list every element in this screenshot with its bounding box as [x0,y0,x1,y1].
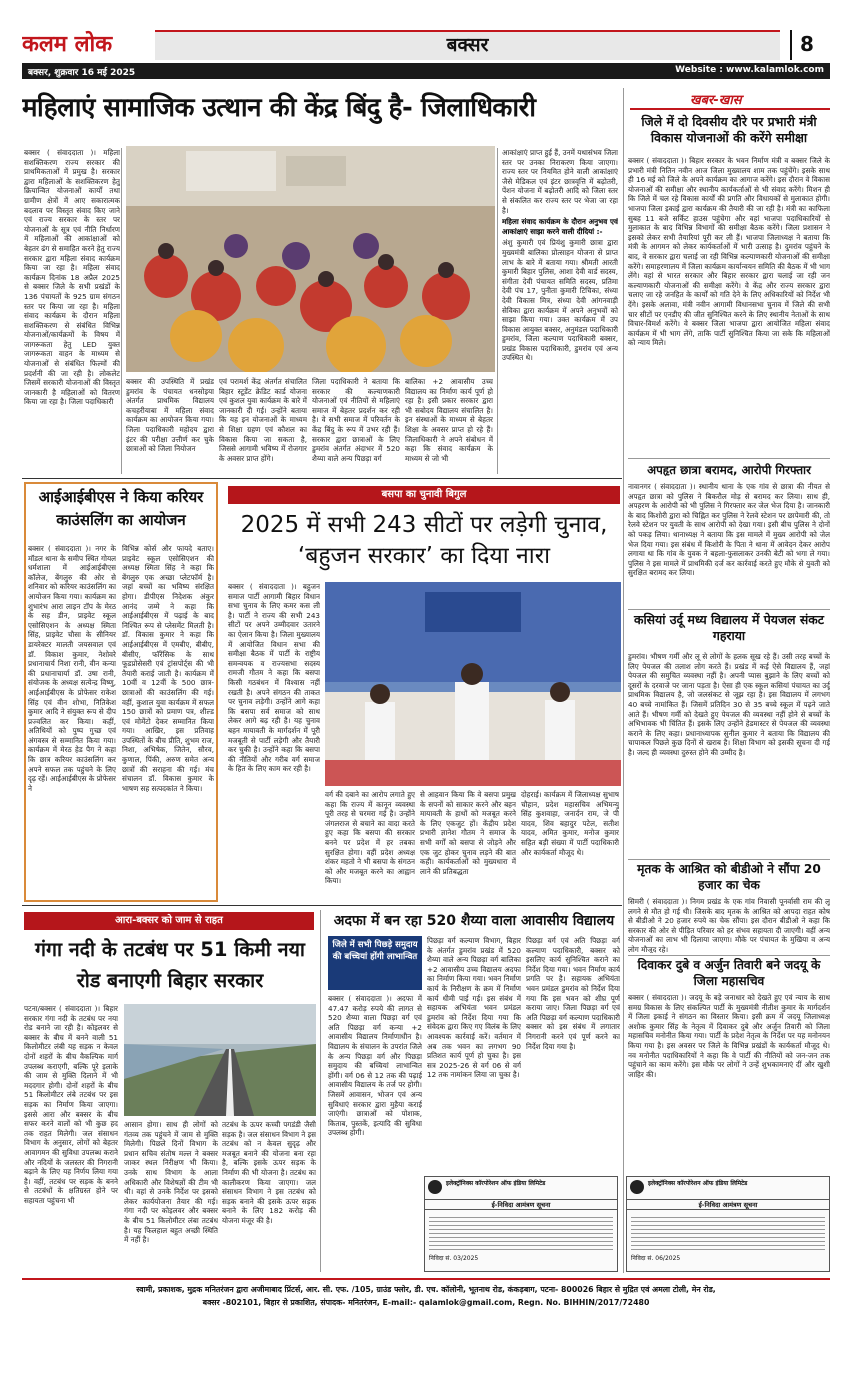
vidyalaya-col2 [427,936,521,1174]
urdu-headline-box [628,612,830,648]
ganga-headline-box [24,934,316,1000]
vidyalaya-highlight-box [328,936,422,990]
masthead-logo [22,30,152,60]
khabar-khas-tag [630,88,830,110]
vidyalaya-highlight-text: जिले में सभी पिछड़े समुदाय की बच्चियां होंगी लाभान्वित [332,940,418,962]
iibs-col2-text: विभिन्न कोर्स और फायदे बताए। प्राइवेट स्कूल एसोसिएशन की अध्यक्ष स्मिता सिंह ने कहा कि बेंगलुरु एक अच्छा प्लेटफॉर्म है। जहां बच्चों का भविष्य संरक्षित होगा। डीपीएस निदेशक अंकुर आनंद जम्मे ने कहा कि आईआईबीएस में पढ़ाई के बाद निश्चित रूप से प्लेसमेंट मिलती है। डॉ. विकास कुमार ने कहा कि आईआईबीएस में एमबीए, बीबीए, बीसीए, फॉरेंसिक के साथ फूडप्रोसेसरी एवं ट्रांसपोर्ट्स की भी तैयारी कराई जाती है। कार्यक्रम में 10वीं व 12वीं के 500 छात्र-छात्राओं की काउंसलिंग की गई। वहीं, कुशाल युवा कार्यक्रम में सफल 150 छात्रों को प्रमाण पत्र, शील्ड एवं मोमेंटो देकर सम्मानित किया गया। आखिर, इस प्रतिवाह उपस्थितों के बीच प्रीति, शुभम राज, निशा, अभिषेक, जितेन, सौरव, कुणाल, पिंकी, अरुण समेत अन्य छात्रों की सराहना की गई। मंच संचालन डॉ. विकास कुमार के भाषण सह सत्पदकांत ने किया। [122,544,214,793]
mritak-body-text: सिमरी ( संवाददाता )। निगम प्रखंड के एक गांव निवासी पूनर्वासी राम की लू लगने से मौत हो गई थी। जिसके बाद मृतक के आश्रित को आपदा राहत कोष से बीडीओ ने 20 हजार रुपये का चेक सौंपा। इस दौरान बीडीओ ने कहा कि सरकार की ओर से पीड़ित परिवार को हर संभव सहायता दी जाएगी। वहीं अन्य योजनाओं का लाभ भी दिलाया जाएगा। मौके पर पंचायत के मुखिया व अन्य लोग मौजूद रहे। [628,897,830,953]
mritak-headline-box [628,862,830,896]
dubey-headline-box [628,958,830,992]
lead-col4-text: जिला पदाधिकारी ने बताया कि सरकार की कल्याणकारी योजनाओं एवं नीतियों से महिलाएं समाज में बेहतर प्रदर्शन कर रही है। वे सभी समाज में परिवर्तन के केंद्र बिंदु के रूप में उभर रही हैं। सरकार द्वारा छात्राओं के लिए डुमरांव अंतर्गत अंदाभर में 520 शैय्या वाले अन्य पिछड़ा वर्ग [312,377,400,463]
iibs-headline-box [28,486,214,538]
vidyalaya-headline: अदफा में बन रहा 520 शैय्या वाला आवासीय विद्यालय [333,913,615,929]
basapa-col1-text: बक्सर ( संवाददाता )। बहुजन समाज पार्टी आगामी बिहार विधान सभा चुनाव के लिए कमर कस ली है। पार्टी ने राज्य की सभी 243 सीटों पर अपने उम्मीदवार उतारने का ऐलान किया है। जिला मुख्यालय में आयोजित विधान सभा की समीक्षा बैठक में पार्टी के राष्ट्रीय समन्वयक व राज्यसभा सदस्य रामजी गौतम ने कहा कि बसपा किसी गठबंधन में विश्वास नहीं रखती है। अपने संगठन की ताकत पर चुनाव लड़ेगी। उन्होंने आगे कहा कि बसपा सर्व समाज को साथ लेकर आगे बढ़ रही है। यह चुनाव बहन मायावती के मार्गदर्शन में पूरी मजबूती से पार्टी लड़ेगी और तैयारी कर चुकी है। उन्होंने कहा कि बसपा की नीतियों और गरीब वर्ग समाज के हित के लिए काम कर रही है। [228,582,320,774]
basapa-col3 [420,790,516,900]
lead-col2 [126,377,214,475]
lead-col6-text: आकांक्षाएं प्राप्त हुई हैं, उनमें यथासंभव जिला स्तर पर उनका निराकरण किया जाएगा। राज्य स्तर पर नियमित होने वाली आकांक्षाएं जैसे मेडिकल एवं इंटर छात्रवृत्ति में बढ़ोतरी, पेंशन योजना में बढ़ोतरी आदि को जिला स्तर से संकलित कर राज्य स्तर पर भेजा जा रहा है। [502,148,618,215]
dateline: बक्सर, शुक्रवार 16 मई 2025 [28,68,136,78]
tender-logo-icon [428,1180,442,1194]
basapa-col4-text: दोहराई। कार्यक्रम में जिलाध्यक्ष सुभाष चौहान, प्रदेश महासचिव अभिमन्यु सिंह कुशवाहा, जनार्दन राम, जे पी यादव, शिव बहादुर पटेल, सतीश यादव, अमित कुमार, मनोज कुमार सहित बड़ी संख्या में पार्टी पदाधिकारी और कार्यकर्ता मौजूद थे। [521,790,619,857]
vidyalaya-col3-text: पिछड़ा वर्ग एवं अति पिछड़ा वर्ग कल्याण पदाधिकारी, बक्सर को इसलिए कार्य सुनिश्चित कराने का निर्देश दिया गया। भवन निर्माण कार्य प्रगति पर है। सहायक अभियंता भवन प्रमंडल डुमरांव को निर्देश दिया गया कि इस भवन को शीघ्र पूर्ण कराया जाए। जिला पिछड़ा वर्ग एवं अति पिछड़ा वर्ग कल्याण पदाधिकारी बक्सर को इस संबंध में लगातार निगरानी करने एवं पूर्ण करने का निर्देश दिया गया है। [526,936,620,1051]
basapa-col1 [228,582,320,900]
masthead-bar [155,30,780,60]
section-title: बक्सर [446,34,489,56]
basapa-photo [325,582,621,786]
page-number: 8 [800,32,814,56]
ganga-headline: गंगा नदी के तटबंध पर 51 किमी नया रोड बनाएगी बिहार सरकार [35,938,305,992]
basapa-col2-text: वर्ग की दबाने का आरोप लगाते हुए कहा कि राज्य में कानून व्यवस्था पूरी तरह से चरमरा गई है। उन्होंने जंगलराज से बचाने का वादा करते हुए कहा कि बसपा की सरकार बनने पर प्रदेश में हर तबका सुरक्षित होगा। वहीं प्रदेश अध्यक्ष शंकर महतो ने भी बसपा के संगठन को और मजबूत करने का आह्वान किया। [325,790,415,886]
tender-number: निविदा सं. 06/2025 [631,1255,681,1262]
lead-headline-box [22,88,622,130]
urdu-body-text: डुमरांव। भीषण गर्मी और लू से लोगों के हलक सूख रहे हैं। उसी तरह बच्चों के लिए पेयजल की तलाश लोग करते हैं। प्रखंड में कई ऐसे विद्यालय हैं, जहां पेयजल की समुचित व्यवस्था नहीं है। अपनी प्यास बुझाने के लिए बच्चों को दूसरों के दरवाजे पर जाना पड़ता है। ऐसा ही एक स्कूल कसियां पंचायत का उर्दू प्राथमिक विद्यालय है, जो जलसंकट से जूझ रहा है। इस विद्यालय में लगभग 40 बच्चे नामांकित हैं। जिसमें प्रतिदिन 30 से 35 बच्चे स्कूल में पढ़ने जाते आते हैं। भीषण गर्मी को देखते हुए पेयजल की व्यवस्था नहीं होने से बच्चों के अभिभावक भी चिंतित हैं। इसके लिए उन्होंने हेडमास्टर से पेयजल की व्यवस्था कराने के लिए कहा। प्रधानाध्यापक सुनील कुमार ने बताया कि विद्यालय की चापाकल पिछले कुछ दिनों से खराब है। शिक्षा विभाग को इसकी सूचना दी गई है। जल्द ही व्यवस्था दुरुस्त होने की उम्मीद है। [628,652,830,757]
lead-photo [126,146,495,372]
basapa-headline-box [228,510,620,576]
footer-line2: बक्सर -802101, बिहार से प्रकाशित, संपादक- मनितरंजन, E-mail:- qalamlok@gmail.com, Regn. No. BIHHIN/2017/72480 [202,1298,650,1307]
tender-notice-2 [626,1176,830,1272]
vidyalaya-col3 [526,936,620,1096]
basapa-col2 [325,790,415,900]
crowd-photo-illustration [126,146,495,372]
lead-col3 [219,377,307,475]
logo-text: कलम लोक [22,31,113,57]
basapa-col3-text: से आहवान किया कि वे बसपा प्रमुख के सपनों को साकार करने और बहन मायावती के हाथों को मजबूत करने के लिए एकजुट हों। केंद्रीय प्रदेश प्रभारी ज्ञानेश गौतम ने समाज के सभी वर्गों को बसपा से जोड़ने और एक जुट होकर चुनाव लड़ने की बात कही। कार्यकर्ताओं को मुख्यधारा में लाने की प्रतिबद्धता [420,790,516,876]
dateline-bar [22,63,830,79]
footer-line1: स्वामी, प्रकाशक, मुद्रक मनितरंजन द्वारा अजीमाबाद प्रिंटर्स, आर. सी. एफ. /105, ग्राउंड फ्लोर, डी. एच. कॉलोनी, भूतनाथ रोड, कंकड़बाग, पटना- 800026 बिहार से मुद्रित एवं अमला टोली, मेन रोड, [136,1285,716,1294]
apahrit-headline: अपहृत छात्रा बरामद, आरोपी गिरफ्तार [647,463,811,477]
footer [22,1283,830,1313]
urdu-headline: कसियां उर्दू मध्य विद्यालय में पेयजल संकट गहराया [633,612,825,643]
khabar-khas-label: खबर-खास [690,93,742,108]
basapa-headline: 2025 में सभी 243 सीटों पर लड़ेगी चुनाव, ‘बहुजन सरकार’ का दिया नारा [240,512,608,569]
river-road-photo-illustration [124,1004,316,1116]
lead-col4 [312,377,400,475]
ganga-col2-text: आसान होगा। साथ ही लोगों को गंतव्य तक पहुंचने में जाम से मुक्ति मिलेगी। पिछले दिनों विभाग के प्रधान सचिव संतोष मल्ल ने बक्सर जाकर स्थल निरीक्षण भी किया। उनके साथ विभाग के आला अधिकारी और विशेषज्ञों की टीम भी थी। वहां से उनके निर्देश पर इसको लेकर कार्ययोजना तैयार की गई। गंगा नदी पर कोइलवर और बक्सर के बीच 51 किलोमीटर लंबा तटबंध है। यह फिलहाल बहुत अच्छी स्थिति में नहीं है। [124,1120,218,1245]
tender-org: इलेक्ट्रॉनिक्स कॉरपोरेशन ऑफ इंडिया लिमिटेड [446,1180,546,1187]
lead-col5-text: बालिका +2 आवासीय उच्च विद्यालय का निर्माण कार्य पूर्ण हो रहा है। इसी प्रकार सरकार द्वारा भी सबोदय विद्यालय संचालित है। इन संस्थाओं के माध्यम से बेहतर शिक्षा के अवसर प्राप्त हो रहे हैं। जिलाधिकारी ने अपने संबोधन में कहा कि संवाद कार्यक्रम के माध्यम से जो भी [405,377,493,463]
tender-org: इलेक्ट्रॉनिक्स कॉरपोरेशन ऑफ इंडिया लिमिटेड [648,1180,748,1187]
lead-col6 [502,148,618,474]
lead-col6b-text: अंशु कुमारी एवं प्रियंशु कुमारी छात्रा द्वारा मुख्यमंत्री बालिका प्रोत्साहन योजना से प्राप्त लाभ के बारे में बताया गया। श्रीमती आरती कुमारी बिहार पुलिस, आशा देवी वार्ड सदस्य, संगीता देवी पंचायत समिति सदस्य, प्रतिमा देवी पंच 17, पुनीता कुमारी टिचिका, संध्या देवी विकास मित्र, संध्या देवी आंगनवाड़ी सेविका द्वारा कार्यक्रम में अपने अनुभवों को साझा किया गया। उक्त कार्यक्रम में उप विकास आयुक्त बक्सर, अनुमंडल पदाधिकारी डुमरांव, जिला कल्याण पदाधिकारी बक्सर, प्रखंड विकास पदाधिकारी, डुमरांव एवं अन्य उपस्थित थे। [502,238,618,363]
lead-col1-text: बक्सर ( संवाददाता )। महिला सशक्तिकरण राज्य सरकार की प्राथमिकताओं में प्रमुख है। सरकार द्वारा महिलाओं के सशक्तिकरण हेतु क्रियान्वित योजनाओं कार्यों तथा ग्रामीण क्षेत्रों में आए सकारात्मक बदलाव पर विस्तृत संवाद किए जाने एवं राज्य सरकार के स्तर पर योजनाओं के सूत्र एवं नीति निर्धारण में महिलाओं की आकांक्षाओं को बेहतर ढंग से समाहित करने हेतु राज्य सरकार द्वारा महिला संवाद कार्यक्रम किया जा रहा है। महिला संवाद कार्यक्रम दिनांक 18 अप्रैल 2025 से बक्सर जिले के सभी प्रखंडों के 136 पंचायतों के 925 ग्राम संगठन स्तर पर किया जा रहा है। महिला संवाद कार्यक्रम के दौरान महिला सशक्तिकरण से संबंधित विभिन्न योजनाओं/कार्यक्रमों के विषय में जागरूकता हेतु LED युक्त जागरूकता वाहन के माध्यम से योजनाओं से संबंधित फिल्मों की प्रदर्शनी की जा रही है। लोकलेट जिसमें सरकारी योजनाओं की विस्तृत जानकारी है महिलाओं को वितरण किया जा रहा है। जिला पदाधिकारी [24,148,120,407]
rally-photo-illustration [325,582,621,786]
lead-col3-text: एवं परामर्श केंद्र अंतर्गत संचालित बिहार स्टूडेंट क्रेडिट कार्ड योजना एवं कुशल युवा कार्यक्रम के बारे में जानकारी दी गई। उन्होंने बताया कि यह इन योजनाओं के माध्यम से शिक्षा ग्रहण एवं कौशल का विकास किया जा सकता है, जिससे आगामी भविष्य में रोजगार के अवसर प्राप्त होंगे। [219,377,307,463]
apahrit-headline-box [628,461,830,481]
urdu-body [628,652,830,857]
basapa-tag-label: बसपा का चुनावी बिगुल [381,489,467,500]
ganga-photo [124,1004,316,1116]
ganga-col1 [24,1004,118,1270]
mantri-body-text: बक्सर ( संवाददाता )। बिहार सरकार के भवन निर्माण मंत्री व बक्सर जिले के प्रभारी मंत्री नितिन नवीन आज जिला मुख्यालय शाम तक पहुंचेंगे। इसके साथ ही 16 मई को जिले के अपने कार्यक्रम का आगाज करेंगे। इस दौरान वे विकास योजनाओं की समीक्षा और स्थानीय कार्यकर्ताओं से भी संवाद करेंगे। मिशन ही कि जिले में चल रहे विकास कार्यों की प्रगति और विधायकों से मुलाकात होगी। भाजपा जिला इकाई द्वारा कार्यक्रम की तैयारी की जा रही है। मंत्री का काफिला सुबह 11 बजे सर्किट हाउस पहुंचेगा और वहां भाजपा पदाधिकारियों से मुलाकात के बाद विभिन्न विभागों की समीक्षा बैठक करेंगे। जिला प्रशासन ने इसको लेकर सभी तैयारियां पूरी कर ली हैं। भाजपा जिलाध्यक्ष ने बताया कि मंत्री के आगमन को लेकर कार्यकर्ताओं में भारी उत्साह है। दुमरांव पहुंचने के बाद, वे सरकार द्वारा चलाई जा रही विभिन्न कल्याणकारी योजनाओं की समीक्षा करेंगे। समाहरणालय में जिला कार्यक्रम कार्यान्वयन समिति की बैठक में भी भाग लेंगे। वहां से भारत सरकार और बिहार सरकार द्वारा चलाई जा रही जन कल्याणकारी योजनाओं की समीक्षा करेंगे। वे केंद्र और राज्य सरकार द्वारा चलाए जा रहे जनहित के कार्यों को गति देने के लिए अधिकारियों को निर्देश भी देंगे। इसके अलावा, मंत्री नवीन आगामी विधानसभा चुनाव में जिले की सभी चार सीटों पर एनडीए की जीत सुनिश्चित करने के लिए स्थानीय नेताओं के साथ विचार-विमर्श करेंगे। वे बक्सर जिला भाजपा द्वारा आयोजित महिला संवाद कार्यक्रम में भी भाग लेंगे, ताकि पार्टी सुनिश्चित किया जा सके कि महिलाओं को न्याय मिले। [628,156,830,348]
lead-headline: महिलाएं सामाजिक उत्थान की केंद्र बिंदु है- जिलाधिकारी [22,93,536,123]
dubey-headline: दिवाकर दुबे व अर्जुन तिवारी बने जदयू के जिला महासचिव [637,958,821,988]
mantri-body [628,156,830,456]
ganga-tag-label: आरा-बक्सर को जाम से राहत [115,915,223,926]
basapa-tag [228,486,620,504]
ganga-tag [24,912,314,930]
page-number-box [790,30,830,60]
lead-col6-subhead: महिला संवाद कार्यक्रम के दौरान अनुभव एवं आकांक्षाएं साझा करने वाली दीदियां :- [502,217,618,236]
iibs-col1-text: बक्सर ( संवाददाता )। नगर के मॉडल थाना के समीप स्थित गोयल धर्मशाला में आईआईबीएस कॉलेज, बेंगलुरु की ओर से शनिवार को करियर काउंसलिंग का आयोजन किया गया। कार्यक्रम का शुभारंभ आरा लाइन टॉप के मेरठ के सह डीन, प्राइवेट स्कूल एसोसिएशन के अध्यक्ष स्मिता सिंह, प्राइवेट चौसा के सीनियर डायरेक्टर मालती जयसवाल एवं डॉ. विकाश कुमार, नेशोवरे प्रधानाचार्य निशा रानी, वीन कन्या की प्रधानाचार्या डॉ. उषा रानी, संयोजक के अध्यक्ष सत्येन्द्र विष्णु, आईआईबीएस के प्रोफेसर राकेश सिंह एवं वीन शोभा, नितिकेश कुमार आदि ने संयुक्त रूप से दीप प्रज्वलित कर किया। कहीं, अतिथियों को पुष्प गुच्छ एवं अंगवस्त्र से सम्मानित किया गया। कार्यक्रम में मेरठ हेड पैग ने कहा कि छात्र करियर काउंसलिंग कर अपने सफल तक पहुंचने के लिए दृढ़ रहें। आईआईबीएस के प्रोफेसर ने [28,544,116,793]
ganga-col1-text: पटना/बक्सर ( संवाददाता )। बिहार सरकार गंगा नदी के तटबंध पर नया रोड बनाने जा रही है। कोइलवर से बक्सर के बीच में बनने वाली 51 किलोमीटर लंबी यह सड़क न केवल दोनों शहरों के बीच वैकल्पिक मार्ग उपलब्ध कराएगी, बल्कि पूरे इलाके की जाम से मुक्ति दिलाने में भी मददगार होगी। दोनों शहरों के बीच 51 किलोमीटर लंबे तटबंध पर इस सड़क का निर्माण किया जाएगा। इससे आरा और बक्सर के बीच सफर करने वालों को भी कुछ हद तक राहत मिलेगी। जल संसाधन विभाग के अनुसार, लोगों को बेहतर आवागमन की सुविधा उपलब्ध कराने और नदियों के जलस्तर की निगरानी बढ़ाने के लिए यह निर्णय लिया गया है। वहीं, तटबंध पर सड़क के बनने से तटबंधों के क्षतिग्रस्त होने पर सहायता पहुंचना भी [24,1004,118,1205]
mritak-headline: मृतक के आश्रित को बीडीओ ने सौंपा 20 हजार का चेक [637,862,821,892]
apahrit-body [628,482,830,607]
basapa-col4 [521,790,619,900]
vidyalaya-col1-text: बक्सर ( संवाददाता )। अदफा में 47.47 करोड़ रुपये की लागत से 520 शैय्या वाला पिछड़ा वर्ग एवं अति पिछड़ा वर्ग कन्या +2 आवासीय विद्यालय निर्माणाधीन है। विद्यालय के संचालन के उपरांत जिले के अन्य पिछड़ा वर्ग और पिछड़ा समुदाय की बच्चियां लाभान्वित होंगी। वर्ग 06 से 12 तक की पढ़ाई आवासीय विद्यालय के तर्ज पर होगी। जिसमें आवासन, भोजन एवं अन्य सुविधाएं सरकार द्वारा मुहैया कराई जाएंगी। छात्राओं को पोशाक, किताब, पुस्तकें, इत्यादि की सुविधा उपलब्ध होगी। [328,994,422,1138]
ganga-col3-text: तटबंध के ऊपर कच्ची पगडंडी जैसी सड़क है। जल संसाधन विभाग ने इस तटबंध को न केवल सुदृढ़ और मजबूत बनाने की योजना बना रहा है, बल्कि इसके ऊपर सड़क के निर्माण की भी योजना है। तटबंध का कालीकरण किया जाएगा। जल संसाधन विभाग ने इस तटबंध को सड़क बनाने की इसके ऊपर सड़क बनाने के लिए 182 करोड़ की योजना मंजूर की है। [222,1120,316,1225]
ganga-col2 [124,1120,218,1270]
apahrit-body-text: नावानगर ( संवाददाता )। स्थानीय थाना के एक गांव से छात्रा की नीयत से अपहृत छात्रा को पुलिस ने बिकरौल मोड़ से बरामद कर लिया। साथ ही, अपहरण के आरोपी को भी पुलिस ने गिरफ्तार कर जेल भेज दिया है। जानकारी के बाद किशोरी द्वारा को चिह्नित कर पुलिस ने रेलवे स्टेशन पर छापेमारी की, तो रेलवे स्टेशन पर युवती के साथ आरोपी को देखा गया। इसी बीच पुलिस ने दोनों को पकड़ लिया। थानाध्यक्ष ने बताया कि इस मामले में मुख्य आरोपी को जेल भेज दिया गया। इस संबंध में किशोरी के पिता ने थाना में आवेदन देकर आरोप लगाया था कि गांव के युवक ने बहला-फुसलाकर उनकी बेटी को भगा ले गया। पुलिस ने इस मामले में प्राथमिकी दर्ज कर कार्रवाई करते हुए मौके से युवती को सुरक्षित बरामद कर लिया। [628,482,830,578]
tender-logo-icon [630,1180,644,1194]
website[interactable]: Website : www.kalamlok.com [675,65,824,75]
lead-col1 [24,148,120,472]
ganga-col3 [222,1120,316,1270]
iibs-col2 [122,544,214,898]
lead-col5 [405,377,493,475]
mantri-headline: जिले में दो दिवसीय दौरे पर प्रभारी मंत्री विकास योजनाओं की करेंगे समीक्षा [641,114,817,145]
tender-subhead: ई-निविदा आमंत्रण सूचना [627,1199,829,1210]
mantri-headline-box [628,114,830,152]
tender-subhead: ई-निविदा आमंत्रण सूचना [425,1199,617,1210]
lead-col2-text: बक्सर की उपस्थिति में प्रखंड डुमरांव के पंचायत धनसोइया अंतर्गत प्राथमिक विद्यालय कचहरीयाबा में महिला संवाद कार्यक्रम का आयोजन किया गया। जिला पदाधिकारी महोदय द्वारा इंटर की परीक्षा उत्तीर्ण कर चुके छात्राओं को जिला नियोजन [126,377,214,454]
tender-notice-1 [424,1176,618,1272]
iibs-col1 [28,544,116,898]
mritak-body [628,897,830,953]
vidyalaya-col2-text: पिछड़ा वर्ग कल्याण विभाग, बिहार के अंतर्गत डुमरांव प्रखंड में 520 शैय्या वाले अन्य पिछड़ा वर्ग बालिका +2 आवासीय उच्च विद्यालय अदफा का निर्माण किया गया। भवन निर्माण कार्य के निरीक्षण के क्रम में निर्माण कार्य धीमी पाई गई। इस संबंध में सहायक अभियंता भवन प्रमंडल डुमरांव को निर्देश दिया गया कि संवेदक द्वारा किए गए विलंब के लिए आवश्यक कार्रवाई करें। वर्तमान में अब तक भवन का लगभग 90 प्रतिशत कार्य पूर्ण हो चुका है। इस सत्र 2025-26 से वर्ग 06 से वर्ग 12 तक नामांकन लिया जा चुका है। [427,936,521,1080]
vidyalaya-col1 [328,994,422,1174]
iibs-headline: आईआईबीएस ने किया करियर काउंसलिंग का आयोजन [38,488,204,529]
dubey-body-text: बक्सर ( संवाददाता )। जदयू के बड़े जनाधार को देखते हुए एवं न्याय के साथ समग्र विकास के लिए संकल्पित पार्टी के मुख्यमंत्री नीतीश कुमार के मार्गदर्शन में जिला इकाई ने संगठन का विस्तार किया। इसी क्रम में जदयू जिलाध्यक्ष अशोक कुमार सिंह के नेतृत्व में दिवाकर दुबे और अर्जुन तिवारी को जिला महासचिव मनोनीत किया गया। पार्टी के प्रदेश नेतृत्व के निर्देश पर यह मनोनयन किया गया है। इस अवसर पर जिले के विभिन्न प्रखंडों के कार्यकर्ता मौजूद थे। नव मनोनीत पदाधिकारियों ने कहा कि वे पार्टी की नीतियों को जन-जन तक पहुंचाने का काम करेंगे। इस मौके पर लोगों ने उन्हें शुभकामनाएं दीं और खुशी जाहिर की। [628,993,830,1079]
tender-number: निविदा सं. 03/2025 [429,1255,479,1262]
dubey-body [628,993,830,1105]
vidyalaya-headline-box [326,910,622,932]
